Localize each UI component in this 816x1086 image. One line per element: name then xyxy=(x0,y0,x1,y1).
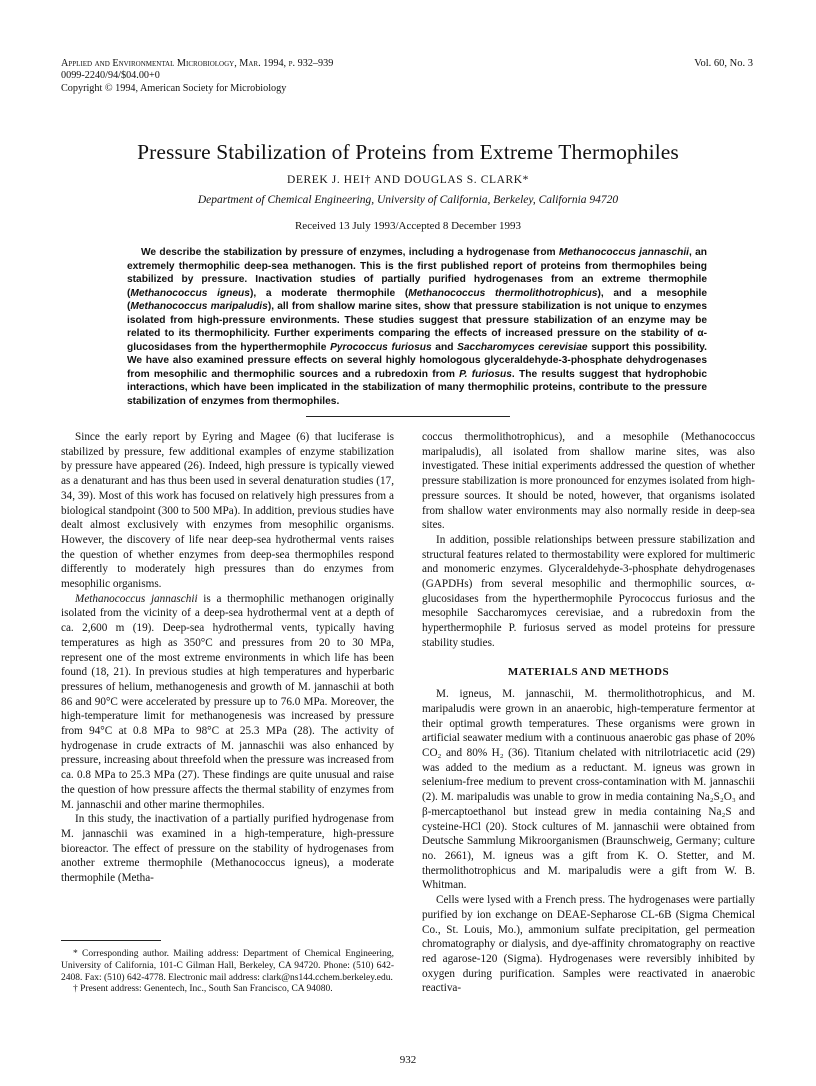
journal-line: Applied and Environmental Microbiology, Mar. 1994, p. 932–939 xyxy=(61,58,334,69)
intro-paragraph-1: Since the early report by Eyring and Magee (6) that luciferase is stabilized by pressure, few additional examples of enzyme stabilization by pressure have appeared (26). Indeed, high pressure is typically viewed as a denaturant and has thus been used in several denaturation studies (17, 34, 39). Most of this work has focused on relatively high pressures from a biological standpoint (300 to 500 MPa). In addition, previous studies have dealt almost exclusively with enzymes from mesophilic organisms. However, the discovery of life near deep-sea hydrothermal vents raises the question of whether enzymes from deep-sea thermophiles respond differently to moderately high pressures than do enzymes from mesophilic organisms. xyxy=(61,431,394,591)
authors: DEREK J. HEI† AND DOUGLAS S. CLARK* xyxy=(286,174,530,186)
intro-paragraph-3: In this study, the inactivation of a partially purified hydrogenase from M. jannaschii was examined in a high-temperature, high-pressure bioreactor. The effect of pressure on the stability of hydrogenases from another extreme thermophile (Methanococcus igneus), a moderate thermophile (Metha- xyxy=(61,813,394,885)
affiliation: Department of Chemical Engineering, University of California, Berkeley, California 94720 xyxy=(197,194,619,206)
footnote-divider xyxy=(61,940,161,941)
methods-paragraph-2: Cells were lysed with a French press. The hydrogenases were partially purified by ion exchange on DEAE-Sepharose CL-6B (Sigma Chemical Co., St. Louis, Mo.), ammonium sulfate precipitation, gel permeation chromatography or dialysis, and dye-affinity chromatography on reactive red agarose-120 (Sigma). Hydrogenases were reversibly inhibited by oxygen during purification. Samples were reactivated in anaerobic reactiva- xyxy=(422,894,755,995)
footnote-present-address: † Present address: Genentech, Inc., South San Francisco, CA 94080. xyxy=(73,984,333,995)
right-column xyxy=(422,430,755,996)
intro-paragraph-4: coccus thermolithotrophicus), and a mesophile (Methanococcus maripaludis), all isolated from shallow marine sites, was also investigated. These initial experiments addressed the question of whether pressure stabilization is more pronounced for enzymes isolated from high-pressure sources. It should be noted, however, that organisms isolated from shallow water environments may also normally reside in deep-sea sites. xyxy=(422,431,755,532)
section-heading-materials-methods: MATERIALS AND METHODS xyxy=(507,665,670,678)
left-column xyxy=(61,430,394,886)
intro-paragraph-5: In addition, possible relationships between pressure stabilization and structural features related to thermostability were explored for multimeric and monomeric enzymes. Glyceraldehyde-3-phosphate dehydrogenases (GAPDHs) from several mesophilic and thermophilic sources, α-glucosidases from the hyperthermophile Pyrococcus furiosus and the mesophile Saccharomyces cerevisiae, and a rubredoxin from the hyperthermophile P. furiosus served as model proteins for pressure stability studies. xyxy=(422,533,755,649)
journal-header xyxy=(61,58,333,95)
abstract-divider xyxy=(306,416,510,417)
page-number: 932 xyxy=(399,1054,417,1066)
methods-paragraph-1: M. igneus, M. jannaschii, M. thermolithotrophicus, and M. maripaludis were grown in an anaerobic, high-temperature fermentor at their optimal growth temperatures. These organisms were grown in artificial seawater medium with a continuous anaerobic gas phase of 20% CO₂ and 80% H₂ (36). Titanium chelated with nitrilotriacetic acid (29) was added to the medium as a reductant. M. igneus was grown in selenium-free medium to prevent cross-contamination with M. jannaschii (2). M. maripaludis was unable to grow in media containing Na₂S₂O₃ and β-mercaptoethanol but instead grew in media containing Na₂S and cysteine-HCl (20). Stock cultures of M. jannaschii were obtained from Deutsche Sammlung Mikroorganismen (Braunschweig, Germany; culture no. 2661), M. igneus was a gift from K. O. Stetter, and M. thermolithotrophicus and M. maripaludis were a gift from W. B. Whitman. xyxy=(422,688,755,892)
footnotes xyxy=(61,940,394,996)
abstract: We describe the stabilization by pressure of enzymes, including a hydrogenase from Methanococcus jannaschii, an extremely thermophilic deep-sea methanogen. This is the first published report of proteins from thermophiles being stabilized by pressure. Inactivation studies of partially purified hydrogenases from an extreme thermophile (Methanococcus igneus), a moderate thermophile (Methanococcus thermolithotrophicus), and a mesophile (Methanococcus maripaludis), all from shallow marine sites, show that pressure stabilization is not unique to enzymes isolated from high-pressure environments. These studies suggest that pressure stabilization of an enzyme may be related to its thermophilicity. Further experiments comparing the effects of increased pressure on the stability of α-glucosidases from the hyperthermophile Pyrococcus furiosus and Saccharomyces cerevisiae support this possibility. We have also examined pressure effects on several highly homologous glyceraldehyde-3-phosphate dehydrogenases from mesophilic and thermophilic sources and a rubredoxin from P. furiosus. The results suggest that hydrophobic interactions, which have been implicated in the stabilization of many thermophilic proteins, contribute to the pressure stabilization of enzymes from thermophiles. xyxy=(127,247,707,407)
received-date: Received 13 July 1993/Accepted 8 December 1993 xyxy=(294,220,522,232)
volume-label: Vol. 60, No. 3 xyxy=(694,58,753,69)
footnote-corresponding-author: * Corresponding author. Mailing address: Department of Chemical Engineering, University of California, 101-C Gilman Hall, Berkeley, CA 94720. Phone: (510) 642-2408. Fax: (510) 642-4778. Electronic mail address: clark@ns144.cchem.berkeley.edu. xyxy=(61,949,394,983)
article-title: Pressure Stabilization of Proteins from Extreme Thermophiles xyxy=(137,140,679,164)
copyright-line: Copyright © 1994, American Society for Microbiology xyxy=(61,82,287,94)
intro-paragraph-2: Methanococcus jannaschii is a thermophilic methanogen originally isolated from the vicinity of a deep-sea hydrothermal vent at a depth of ca. 2,600 m (19). Deep-sea hydrothermal vents, typically having temperatures as high as 350°C and pressures from 20 to 30 MPa, represent one of the most extreme environments in which life has been found (18, 21). In previous studies at high temperatures and hyperbaric pressures of helium, methanogenesis and growth of M. jannaschii at both 86 and 90°C were accelerated by pressure up to 76.0 MPa. Moreover, the high-temperature limit for methanogenesis was increased by pressure from 94°C at 0.8 MPa to 98°C at 25.3 MPa (28). The activity of hydrogenase in crude extracts of M. jannaschii was also enhanced by pressure, increasing about threefold when the pressure was increased from ca. 0.8 MPa to 25.3 MPa (27). These findings are quite unusual and raise the question of how pressure affects the thermal stability of enzymes from M. jannaschii and other marine thermophiles. xyxy=(61,592,395,811)
issn-line: 0099-2240/94/$04.00+0 xyxy=(61,70,160,82)
